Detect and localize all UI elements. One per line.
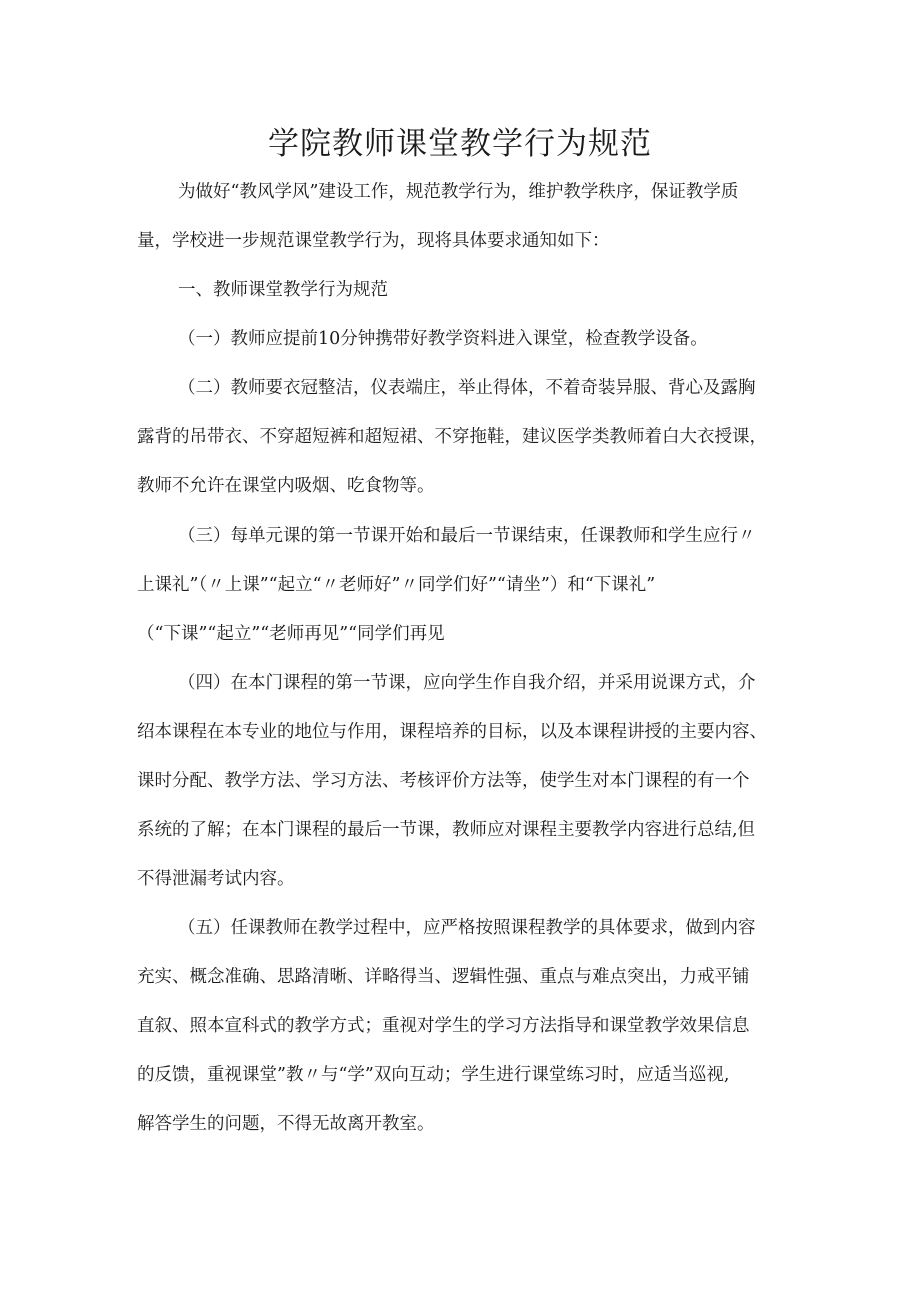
text-line: 上课礼”（〃上课”“起立“〃老师好”〃同学们好”“请坐”）和“下课礼” [137, 575, 656, 595]
text-line: 露背的吊带衣、不穿超短裤和超短裙、不穿拖鞋，建议医学类教师着白大衣授课， [137, 427, 767, 447]
document-title: 学院教师课堂教学行为规范 [268, 126, 652, 162]
text-line: 为做好“教风学风”建设工作，规范教学行为，维护教学秩序，保证教学质 [178, 182, 739, 202]
text-line: 直叙、照本宣科式的教学方式；重视对学生的学习方法指导和课堂教学效果信息 [137, 1016, 750, 1036]
text-line: （五）任课教师在教学过程中，应严格按照课程教学的具体要求，做到内容 [178, 918, 756, 938]
text-line: （“下课”“起立”“老师再见”“同学们再见 [137, 624, 445, 644]
text-line: 教师不允许在课堂内吸烟、吃食物等。 [137, 476, 435, 496]
text-line: 的反馈，重视课堂”教〃与“学”双向互动；学生进行课堂练习时，应适当巡视, [137, 1065, 730, 1085]
text-line: 充实、概念准确、思路清晰、详略得当、逻辑性强、重点与难点突出，力戒平铺 [137, 967, 750, 987]
section-heading: 一、教师课堂教学行为规范 [178, 280, 388, 300]
text-line: 课时分配、教学方法、学习方法、考核评价方法等，使学生对本门课程的有一个 [137, 771, 750, 791]
text-line: （一）教师应提前10分钟携带好教学资料进入课堂，检查教学设备。 [178, 329, 708, 349]
text-line: （四）在本门课程的第一节课，应向学生作自我介绍，并采用说课方式，介 [178, 673, 756, 693]
text-line: 解答学生的问题，不得无故离开教室。 [137, 1114, 435, 1134]
text-line: 量，学校进一步规范课堂教学行为，现将具体要求通知如下： [137, 231, 610, 251]
text-line: 绍本课程在本专业的地位与作用，课程培养的目标，以及本课程讲授的主要内容、 [137, 722, 767, 742]
text-line: （三）每单元课的第一节课开始和最后一节课结束，任课教师和学生应行〃 [178, 526, 756, 546]
text-line: （二）教师要衣冠整洁，仪表端庄，举止得体，不着奇装异服、背心及露胸 [178, 378, 756, 398]
text-line: 不得泄漏考试内容。 [137, 869, 295, 889]
text-line: 系统的了解；在本门课程的最后一节课，教师应对课程主要教学内容进行总结,但 [137, 820, 756, 840]
